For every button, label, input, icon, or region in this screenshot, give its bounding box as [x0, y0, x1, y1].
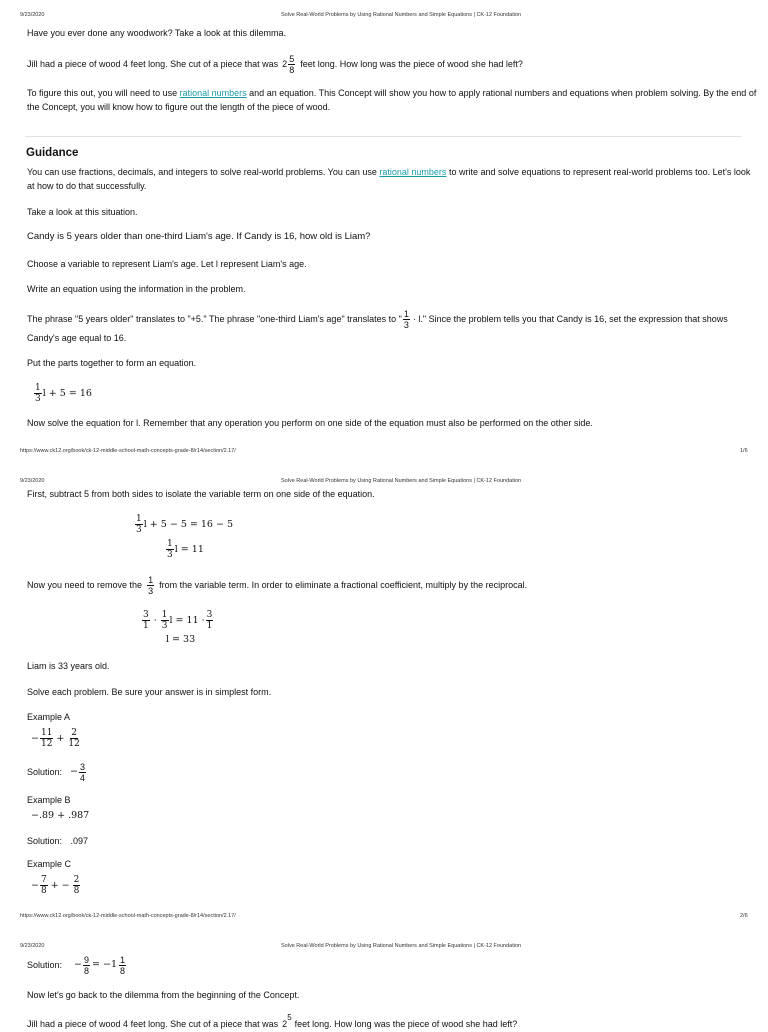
intro-text: Jill had a piece of wood 4 feet long. She cut of a piece that was [27, 59, 279, 69]
fraction: $\frac{7}{8}$ [40, 874, 47, 896]
fraction: $\frac{1}{3}$ [167, 538, 173, 560]
mixed-whole: 2 [282, 59, 288, 69]
guidance-paragraph-8: Now solve the equation for l. Remember that any operation you perform on one side of the equation must also be performed on the other side. [27, 418, 593, 428]
print-title: Solve Real-World Problems by Using Rational Numbers and Simple Equations | CK-12 Foundation [281, 478, 522, 484]
divider [25, 136, 741, 137]
intro-paragraph-3-line2: the Concept, you will know how to figure out the length of the piece of wood. [27, 102, 331, 112]
intro-paragraph-3: To figure this out, you will need to use rational numbers and an equation. This Concept will show you how to apply rational numbers and equations when problem solving. By the end of [27, 88, 757, 98]
fraction: $\frac{5}{8}$ [289, 53, 295, 75]
word-problem: Candy is 5 years older than one-third Liam's age. If Candy is 16, how old is Liam? [27, 231, 371, 242]
dilemma-return: Now let's go back to the dilemma from the beginning of the Concept. [27, 990, 300, 1000]
print-url: https://www.ck12.org/book/ck-12-middle-school-math-concepts-grade-8/r14/section/2.17/ [20, 913, 236, 919]
fraction: $\frac{9}{8}$ [84, 954, 90, 976]
equation-1: $\frac{1}{3}$ l + 5 = 16 [35, 382, 92, 404]
example-a-label: Example A [27, 712, 71, 722]
example-b-solution: Solution: .097 [27, 836, 89, 846]
example-c-problem: − $\frac{7}{8}$ + − $\frac{2}{8}$ [31, 874, 80, 896]
equation-3b: l = 33 [166, 634, 196, 645]
intro-text: feet long. How long was the piece of wood she had left? [300, 59, 523, 69]
fraction: $\frac{2}{8}$ [73, 874, 80, 896]
fraction: $\frac{1}{3}$ [161, 609, 168, 631]
answer-statement: Liam is 33 years old. [27, 661, 110, 671]
guidance-paragraph-2: Take a look at this situation. [27, 207, 138, 217]
guidance-paragraph-7: Put the parts together to form an equation. [27, 358, 197, 368]
fraction: $\frac{1}{3}$ [403, 308, 409, 330]
guidance-paragraph-6-line2: Candy's age equal to 16. [27, 333, 127, 343]
practice-instructions: Solve each problem. Be sure your answer is in simplest form. [27, 687, 272, 697]
print-title: Solve Real-World Problems by Using Rational Numbers and Simple Equations | CK-12 Foundation [281, 12, 522, 18]
guidance-paragraph-4: Choose a variable to represent Liam's age. Let l represent Liam's age. [27, 259, 307, 269]
fraction: $\frac{3}{1}$ [143, 609, 149, 631]
rational-numbers-link[interactable]: rational numbers [179, 88, 247, 98]
print-date: 9/23/2020 [20, 943, 45, 949]
example-c-label: Example C [27, 859, 72, 869]
fraction: $\frac{1}{8}$ [120, 954, 126, 976]
fraction: $\frac{2}{12}$ [68, 727, 80, 749]
fraction: $\frac{1}{3}$ [148, 574, 154, 596]
dilemma-restated: Jill had a piece of wood 4 feet long. She cut of a piece that was 2 5 feet long. How long was the piece of wood she had left? [27, 1013, 518, 1029]
example-c-solution: Solution: − $\frac{9}{8}$ = −1 $\frac{1}{8}$ [27, 954, 126, 976]
print-url: https://www.ck12.org/book/ck-12-middle-school-math-concepts-grade-8/r14/section/2.17/ [20, 448, 236, 454]
guidance-paragraph-1-line2: at how to do that successfully. [27, 181, 147, 191]
print-title: Solve Real-World Problems by Using Rational Numbers and Simple Equations | CK-12 Foundation [281, 943, 522, 949]
equation-3a: $\frac{3}{1}$ · $\frac{1}{3}$ l = 11 · $\frac{3}{1}$ [143, 609, 213, 631]
example-a-solution: Solution: − $\frac{3}{4}$ [27, 761, 86, 783]
example-a-problem: − $\frac{11}{12}$ + $\frac{2}{12}$ [31, 727, 80, 749]
guidance-paragraph-6: The phrase "5 years older" translates to "+5." The phrase "one-third Liam's age" translates to " $\frac{1}{3}$ · l." Since the problem tells you that Candy is 16, set the expression that shows [27, 308, 728, 330]
rational-numbers-link[interactable]: rational numbers [379, 167, 447, 177]
example-b-problem: −.89 + .987 [31, 810, 90, 821]
fraction: $\frac{11}{12}$ [40, 727, 53, 749]
guidance-paragraph-1: You can use fractions, decimals, and integers to solve real-world problems. You can use rational numbers to write and solve equations to represent real-world problems too. Let's look [27, 167, 751, 177]
fraction: $\frac{1}{3}$ [35, 382, 41, 404]
intro-paragraph-2 [27, 52, 523, 76]
intro-paragraph-1: Have you ever done any woodwork? Take a look at this dilemma. [27, 28, 286, 38]
fraction: $\frac{3}{4}$ [80, 761, 86, 783]
fraction: $\frac{1}{3}$ [136, 513, 142, 535]
example-b-label: Example B [27, 795, 71, 805]
step-paragraph-1: First, subtract 5 from both sides to isolate the variable term on one side of the equation. [27, 489, 375, 499]
guidance-heading: Guidance [26, 147, 79, 159]
print-date: 9/23/2020 [20, 478, 45, 484]
guidance-paragraph-5: Write an equation using the information in the problem. [27, 284, 246, 294]
print-date: 9/23/2020 [20, 12, 45, 18]
step-paragraph-2: Now you need to remove the $\frac{1}{3}$ from the variable term. In order to eliminate a fractional coefficient, multiply by the reciprocal. [27, 574, 528, 596]
equation-2a: $\frac{1}{3}$ l + 5 − 5 = 16 − 5 [136, 513, 233, 535]
equation-2b: $\frac{1}{3}$ l = 11 [167, 538, 204, 560]
fraction: $\frac{3}{1}$ [206, 609, 213, 631]
page-number: 1/6 [740, 448, 748, 454]
page-number: 2/6 [740, 913, 748, 919]
